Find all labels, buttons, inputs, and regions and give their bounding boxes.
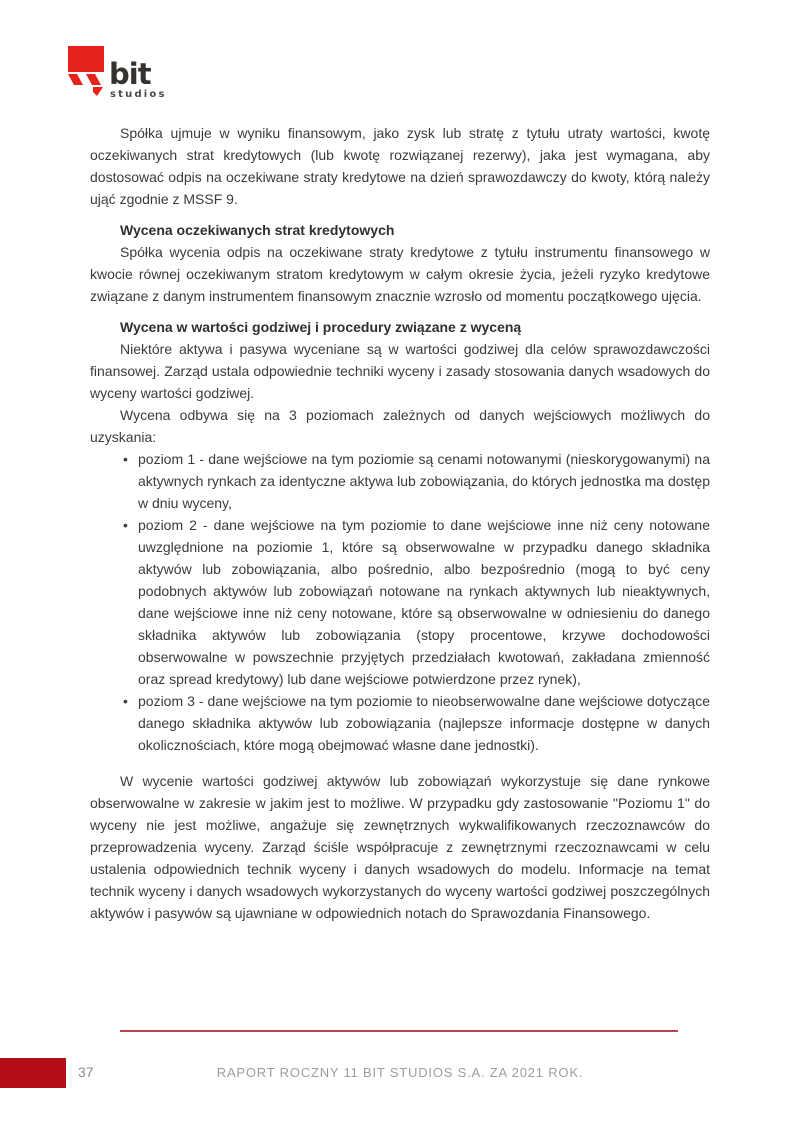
- list-item-level-1: • poziom 1 - dane wejściowe na tym poziomie są cenami notowanymi (nieskorygowanymi) na aktywnych rynkach za identyczne aktywa lub zobowiązania, do których jednostka ma dostęp w dniu wyceny,: [123, 448, 710, 514]
- footer-divider-rule: [120, 1030, 678, 1032]
- logo-pixel-shard: [93, 87, 103, 96]
- list-item-level-3: • poziom 3 - dane wejściowe na tym poziomie to nieobserwowalne dane wejściowe dotyczące danego składnika aktywów lub zobowiązania (najlepsze informacje dostępne w danych okolicznościach, które mogą obejmować własne dane jednostki).: [123, 690, 710, 756]
- credit-losses-paragraph: Spółka wycenia odpis na oczekiwane straty kredytowe z tytułu instrumentu finansowego w kwocie równej oczekiwanym stratom kredytowym w całym okresie życia, jeżeli ryzyko kredytowe związane z danym instrumentem finansowym znacznie wzrosło od momentu początkowego ujęcia.: [90, 244, 710, 304]
- eleven-bit-studios-logo-icon: [66, 44, 176, 106]
- fair-value-paragraph-2: Wycena odbywa się na 3 poziomach zależnych od danych wejściowych możliwych do uzyskania:: [90, 407, 710, 445]
- footer-report-title: RAPORT ROCZNY 11 BIT STUDIOS S.A. ZA 2021 ROK.: [216, 1065, 584, 1080]
- heading-credit-losses: Wycena oczekiwanych strat kredytowych: [120, 222, 395, 238]
- heading-fair-value: Wycena w wartości godziwej i procedury związane z wyceną: [120, 319, 522, 335]
- logo-digit-one-right: [86, 74, 101, 85]
- document-content: [90, 122, 710, 924]
- valuation-levels-list: [123, 448, 710, 756]
- logo-square: [68, 46, 104, 72]
- logo-digit-one-left: [68, 74, 83, 85]
- list-item-level-2: • poziom 2 - dane wejściowe na tym poziomie to dane wejściowe inne niż ceny notowane uwzględnione na poziomie 1, które są obserwowalne w przypadku danego składnika aktywów lub zobowiązania, albo pośrednio, albo bezpośrednio (mogą to być ceny podobnych aktywów lub zobowiązań notowane na rynkach aktywnych lub nieaktywnych, dane wejściowe inne niż ceny notowane, które są obserwowalne w odniesieniu do danego składnika aktywów lub zobowiązania (stopy procentowe, krzywe dochodowości obserwowalne w powszechnie przyjętych przedziałach kwotowań, zakładana zmienność oraz spread kredytowy) lub dane wejściowe potwierdzone przez rynek),: [123, 514, 710, 690]
- company-logo: [66, 44, 176, 106]
- page-number: 37: [78, 1064, 94, 1080]
- fair-value-closing-paragraph: W wycenie wartości godziwej aktywów lub zobowiązań wykorzystuje się dane rynkowe obserwowalne w zakresie w jakim jest to możliwe. W przypadku gdy zastosowanie "Poziomu 1" do wyceny nie jest możliwe, angażuje się zewnętrznych wykwalifikowanych rzeczoznawców do przeprowadzenia wyceny. Zarząd ściśle współpracuje z zewnętrznymi rzeczoznawcami w celu ustalenia odpowiednich technik wyceny i danych wsadowych do modelu. Informacje na temat technik wyceny i danych wsadowych wykorzystanych do wyceny wartości godziwej poszczególnych aktywów i pasywów są ujawniane w odpowiednich notach do Sprawozdania Finansowego.: [90, 773, 710, 921]
- logo-studios-text: studios: [110, 89, 167, 100]
- fair-value-paragraph-1: Niektóre aktywa i pasywa wyceniane są w wartości godziwej dla celów sprawozdawczości finansowej. Zarząd ustala odpowiednie techniki wyceny i zasady stosowania danych wsadowych do wyceny wartości godziwej.: [90, 341, 710, 401]
- logo-bit-text: bit: [109, 57, 151, 91]
- intro-paragraph: Spółka ujmuje w wyniku finansowym, jako zysk lub stratę z tytułu utraty wartości, kwotę oczekiwanych strat kredytowych (lub kwotę rozwiązanej rezerwy), jaka jest wymagana, aby dostosować odpis na oczekiwane straty kredytowe na dzień sprawozdawczy do kwoty, którą należy ująć zgodnie z MSSF 9.: [90, 125, 710, 207]
